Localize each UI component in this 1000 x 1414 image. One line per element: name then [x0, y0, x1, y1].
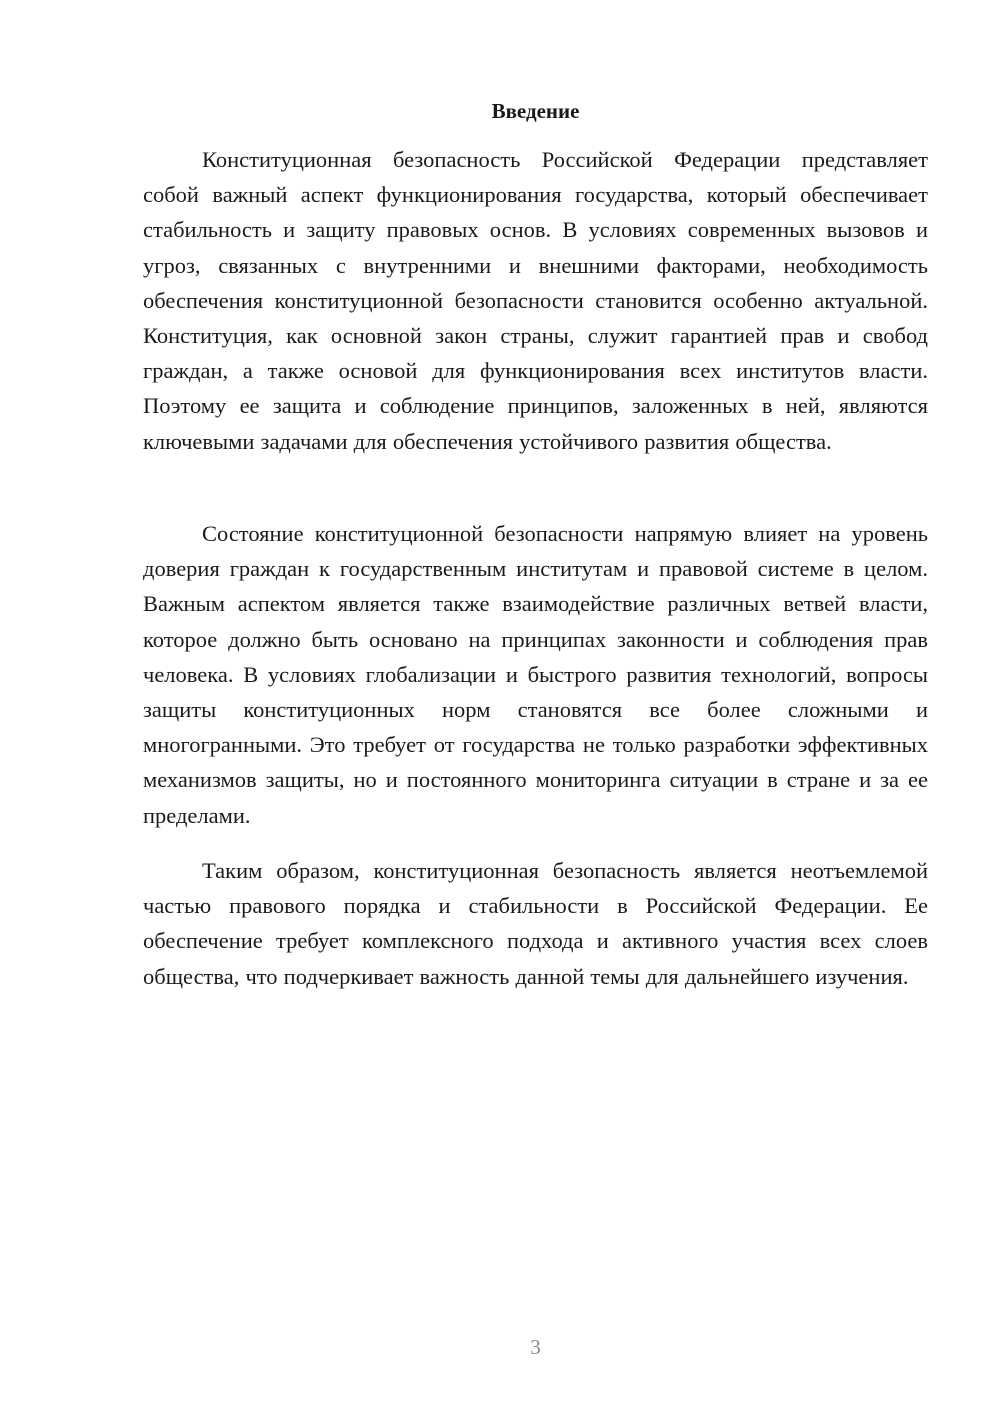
- paragraph-2: Состояние конституционной безопасности напрямую влияет на уровень доверия граждан к государственным институтам и правовой системе в целом. Важным аспектом является также взаимодействие различных ветвей власти, которое должно быть основано на принципах законности и соблюдения прав человека. В условиях глобализации и быстрого развития технологий, вопросы защиты конституционных норм становятся все более сложными и многогранными. Это требует от государства не только разработки эффективных механизмов защиты, но и постоянного мониторинга ситуации в стране и за ее пределами.: [143, 521, 928, 828]
- paragraph-3: Таким образом, конституционная безопасность является неотъемлемой частью правового порядка и стабильности в Российской Федерации. Ее обеспечение требует комплексного подхода и активного участия всех слоев общества, что подчеркивает важность данной темы для дальнейшего изучения.: [143, 858, 928, 989]
- paragraph-1: Конституционная безопасность Российской Федерации представляет собой важный аспект функционирования государства, который обеспечивает стабильность и защиту правовых основ. В условиях современных вызовов и угроз, связанных с внутренними и внешними факторами, необходимость обеспечения конституционной безопасности становится особенно актуальной. Конституция, как основной закон страны, служит гарантией прав и свобод граждан, а также основой для функционирования всех институтов власти. Поэтому ее защита и соблюдение принципов, заложенных в ней, являются ключевыми задачами для обеспечения устойчивого развития общества.: [143, 147, 928, 454]
- section-heading: Введение: [491, 99, 580, 123]
- page-number: 3: [530, 1335, 541, 1359]
